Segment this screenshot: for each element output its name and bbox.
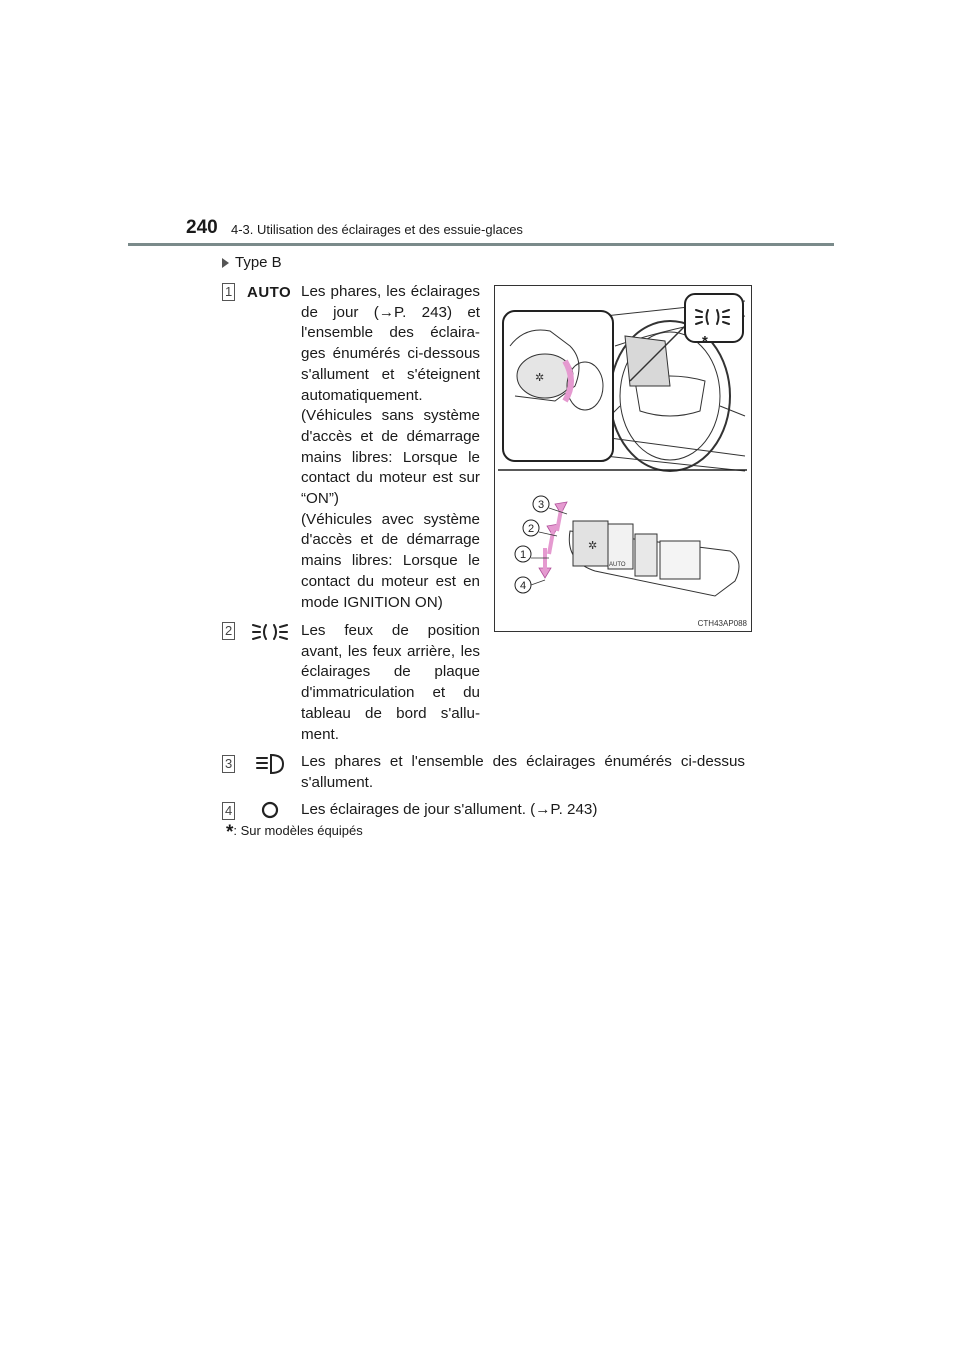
page-number: 240 [186,217,218,238]
item-marker-1: 1 [222,283,235,301]
type-heading [222,254,282,271]
item-marker-2: 2 [222,622,235,640]
header-rule [128,243,834,246]
callout-2: 2 [527,523,535,535]
svg-text:✲: ✲ [535,372,545,384]
drl-icon [260,800,280,820]
svg-text:✲: ✲ [588,540,598,552]
figure-code: CTH43AP088 [697,619,747,628]
figure-asterisk: * [702,333,708,350]
illustration [495,286,750,630]
item-marker-3: 3 [222,755,235,773]
item-2-text: Les feux de position avant, les feux arrière, les éclairages de plaque d'immatriculation et du tableau de bord s'allu-ment. [301,622,480,743]
type-label: Type B [235,254,282,271]
section-title: 4-3. Utilisation des éclairages et des essuie-glaces [231,222,523,237]
auto-text-icon: AUTO [247,284,292,301]
item-1-text: Les phares, les éclairages de jour (→P. 243) et l'ensemble des éclaira-ges énumérés ci-dessous s'allument et s'éteignent automatiquement. (Véhicules sans système d'accès et de démarrage mains libres: Lorsque le contact du moteur est sur “ON”) (Véhicules avec système d'accès et de démarrage mains libres: Lorsque le contact du moteur est en mode IGNITION ON) [301,283,480,611]
triangle-bullet-icon [222,258,229,268]
light-switch-figure [494,285,752,632]
callout-4: 4 [519,580,527,592]
footnote-text: : Sur modèles équipés [233,823,363,838]
parking-light-icon [252,621,288,643]
headlight-icon [255,753,285,775]
item-marker-4: 4 [222,802,235,820]
callout-3: 3 [537,499,545,511]
callout-1: 1 [519,549,527,561]
item-3-text: Les phares et l'ensemble des éclairages énumérés ci-dessus s'allument. [301,753,745,791]
item-4-text: Les éclairages de jour s'allument. (→P. 243) [301,801,598,818]
footnote-star: * [226,822,234,843]
footnote [226,822,363,844]
switch-auto-label: AUTO [609,562,626,568]
